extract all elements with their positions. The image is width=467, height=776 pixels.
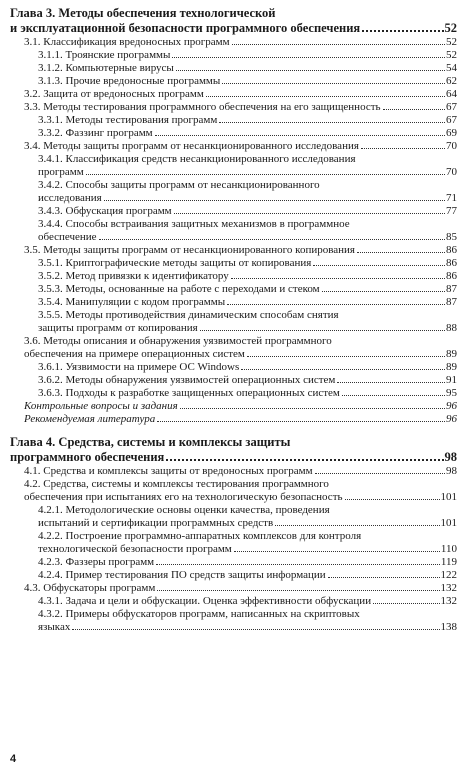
dot-leader — [383, 109, 445, 110]
toc-page-number: 119 — [440, 556, 457, 568]
toc-entry-title-line: 3.4. Методы защиты программ от несанкционированного исследования — [24, 140, 359, 152]
table-of-contents — [10, 6, 457, 634]
toc-entry[interactable] — [10, 556, 457, 569]
toc-entry-title-line: и эксплуатационной безопасности программного обеспечения — [10, 21, 361, 35]
dot-leader — [99, 239, 445, 240]
toc-page-number: 98 — [444, 450, 457, 464]
toc-entry[interactable] — [10, 62, 457, 75]
toc-page-number: 64 — [446, 88, 457, 100]
toc-page-number: 101 — [440, 491, 457, 503]
toc-entry-title-line: 3.5.5. Методы противодействия динамическим способам снятия — [38, 309, 339, 321]
toc-page-number: 70 — [446, 166, 457, 178]
toc-entry-title-line: 3.4.4. Способы встраивания защитных механизмов в программное — [38, 218, 350, 230]
dot-leader — [156, 564, 440, 565]
toc-entry[interactable] — [10, 465, 457, 478]
toc-entry-title-line: 3.6. Методы описания и обнаружения уязвимостей программного — [24, 335, 332, 347]
toc-entry[interactable] — [10, 270, 457, 283]
toc-page-number: 110 — [440, 543, 457, 555]
toc-page-number: 88 — [446, 322, 457, 334]
toc-entry-title-line: языках — [38, 621, 71, 633]
toc-page-number: 62 — [446, 75, 457, 87]
toc-entry[interactable] — [10, 36, 457, 49]
toc-entry-title-line: 4.3.2. Примеры обфускаторов программ, написанных на скриптовых — [38, 608, 360, 620]
toc-entry[interactable] — [10, 88, 457, 101]
toc-entry-title-line: 3.5.3. Методы, основанные на работе с переходами и стеком — [38, 283, 320, 295]
dot-leader — [176, 70, 445, 71]
toc-entry-title-line: 3.5.1. Криптографические методы защиты от копирования — [38, 257, 312, 269]
dot-leader — [157, 421, 445, 422]
toc-page-number: 86 — [446, 244, 457, 256]
toc-entry-title-line: 4.3. Обфускаторы программ — [24, 582, 156, 594]
toc-entry[interactable] — [10, 114, 457, 127]
dot-leader — [328, 577, 440, 578]
toc-entry-title-line: 3.4.1. Классификация средств несанкционированного исследования — [38, 153, 356, 165]
toc-entry[interactable] — [10, 101, 457, 114]
toc-entry-title-line: 4.2.3. Фаззеры программ — [38, 556, 155, 568]
toc-entry[interactable] — [10, 595, 457, 608]
toc-entry-title-line: 3.3.1. Методы тестирования программ — [38, 114, 218, 126]
toc-entry[interactable] — [10, 244, 457, 257]
toc-page-number: 86 — [446, 270, 457, 282]
toc-entry[interactable] — [10, 374, 457, 387]
dot-leader — [227, 304, 445, 305]
toc-entry-title-line: обеспечения при испытаниях его на технологическую безопасность — [24, 491, 343, 503]
toc-entry[interactable] — [10, 283, 457, 296]
toc-entry-title-line: 3.1.2. Компьютерные вирусы — [38, 62, 174, 74]
toc-page-number: 67 — [446, 114, 457, 126]
toc-entry-title-line: 4.3.1. Задача и цели и обфускации. Оценка эффективности обфускации — [38, 595, 372, 607]
toc-entry[interactable] — [10, 413, 457, 426]
toc-entry[interactable] — [10, 49, 457, 62]
toc-entry-title-line: программ — [38, 166, 84, 178]
toc-entry[interactable] — [10, 309, 457, 335]
toc-entry-title-line: 3.5. Методы защиты программ от несанкционированного копирования — [24, 244, 355, 256]
toc-page-number: 77 — [446, 205, 457, 217]
toc-entry[interactable] — [10, 335, 457, 361]
toc-entry-title-line: 3.3. Методы тестирования программного обеспечения на его защищенность — [24, 101, 381, 113]
toc-page-number: 52 — [446, 36, 457, 48]
dot-leader — [155, 135, 445, 136]
dot-leader — [373, 603, 439, 604]
toc-entry[interactable] — [10, 140, 457, 153]
toc-entry-title-line: обеспечение — [38, 231, 97, 243]
dot-leader — [180, 408, 445, 409]
toc-entry-title-line: 3.3.2. Фаззинг программ — [38, 127, 153, 139]
dot-leader — [241, 369, 445, 370]
toc-entry-title-line: 4.2.2. Построение программно-аппаратных комплексов для контроля — [38, 530, 362, 542]
toc-entry[interactable] — [10, 582, 457, 595]
dot-leader — [219, 122, 445, 123]
dot-leader — [357, 252, 445, 253]
dot-leader — [234, 551, 440, 552]
toc-entry-title-line: 3.2. Защита от вредоносных программ — [24, 88, 204, 100]
toc-entry-title-line: 4.2.1. Методологические основы оценки качества, проведения — [38, 504, 330, 516]
toc-page-number: 122 — [440, 569, 457, 581]
toc-entry-title-line: Глава 4. Средства, системы и комплексы защиты — [10, 435, 291, 449]
toc-page-number: 70 — [446, 140, 457, 152]
dot-leader — [247, 356, 445, 357]
toc-entry[interactable] — [10, 504, 457, 530]
toc-entry[interactable] — [10, 75, 457, 88]
dot-leader — [232, 44, 445, 45]
toc-entry-title-line: 3.1. Классификация вредоносных программ — [24, 36, 230, 48]
toc-entry[interactable] — [10, 205, 457, 218]
dot-leader — [104, 200, 445, 201]
toc-chapter[interactable] — [10, 6, 457, 36]
toc-page-number: 89 — [446, 361, 457, 373]
toc-entry-title-line: 4.2.4. Пример тестирования ПО средств защиты информации — [38, 569, 326, 581]
dot-leader — [313, 265, 445, 266]
dot-leader — [166, 459, 443, 461]
toc-entry-title-line: 4.2. Средства, системы и комплексы тестирования программного — [24, 478, 329, 490]
toc-entry-title-line: программного обеспечения — [10, 450, 165, 464]
toc-entry[interactable] — [10, 296, 457, 309]
toc-entry[interactable] — [10, 127, 457, 140]
toc-entry-title-line: Контрольные вопросы и задания — [24, 400, 178, 412]
toc-page-number: 86 — [446, 257, 457, 269]
toc-page-number: 87 — [446, 296, 457, 308]
toc-entry-title-line: технологической безопасности программ — [38, 543, 232, 555]
dot-leader — [322, 291, 445, 292]
toc-entry-title-line: 3.5.2. Метод привязки к идентификатору — [38, 270, 229, 282]
toc-entry-title-line: Глава 3. Методы обеспечения технологической — [10, 6, 276, 20]
toc-entry[interactable] — [10, 361, 457, 374]
toc-entry[interactable] — [10, 400, 457, 413]
toc-entry-title-line: 4.1. Средства и комплексы защиты от вредоносных программ — [24, 465, 313, 477]
dot-leader — [345, 499, 440, 500]
toc-page-number: 95 — [446, 387, 457, 399]
dot-leader — [72, 629, 439, 630]
dot-leader — [231, 278, 445, 279]
toc-page-number: 89 — [446, 348, 457, 360]
toc-page-number: 132 — [440, 595, 457, 607]
toc-entry-title-line: 3.6.3. Подходы к разработке защищенных операционных систем — [38, 387, 340, 399]
toc-page-number: 69 — [446, 127, 457, 139]
toc-entry[interactable] — [10, 387, 457, 400]
dot-leader — [200, 330, 445, 331]
toc-entry-title-line: 3.1.1. Троянские программы — [38, 49, 171, 61]
dot-leader — [174, 213, 445, 214]
toc-entry-title-line: 3.4.3. Обфускация программ — [38, 205, 172, 217]
toc-entry-title-line: защиты программ от копирования — [38, 322, 198, 334]
dot-leader — [362, 30, 443, 32]
toc-entry-title-line: обеспечения на примере операционных систем — [24, 348, 245, 360]
toc-entry[interactable] — [10, 218, 457, 244]
toc-page-number: 71 — [446, 192, 457, 204]
toc-page-number: 98 — [446, 465, 457, 477]
toc-entry[interactable] — [10, 530, 457, 556]
toc-entry[interactable] — [10, 478, 457, 504]
toc-page-number: 87 — [446, 283, 457, 295]
toc-page-number: 54 — [446, 62, 457, 74]
dot-leader — [222, 83, 445, 84]
toc-chapter[interactable] — [10, 435, 457, 465]
toc-page-number: 52 — [444, 21, 457, 35]
toc-entry[interactable] — [10, 153, 457, 179]
toc-page-number: 96 — [446, 400, 457, 412]
chapter-gap — [10, 426, 457, 435]
toc-entry[interactable] — [10, 608, 457, 634]
toc-page-number: 91 — [446, 374, 457, 386]
toc-page-number: 96 — [446, 413, 457, 425]
toc-page-number: 138 — [440, 621, 457, 633]
toc-entry-title-line: 3.6.2. Методы обнаружения уязвимостей операционных систем — [38, 374, 336, 386]
toc-entry-title-line: 3.6.1. Уязвимости на примере ОС Windows — [38, 361, 240, 373]
dot-leader — [361, 148, 445, 149]
dot-leader — [342, 395, 445, 396]
dot-leader — [172, 57, 445, 58]
toc-entry[interactable] — [10, 257, 457, 270]
toc-entry-title-line: 3.5.4. Манипуляции с кодом программы — [38, 296, 226, 308]
toc-page-number: 67 — [446, 101, 457, 113]
dot-leader — [157, 590, 439, 591]
toc-page-number: 85 — [446, 231, 457, 243]
toc-entry-title-line: испытаний и сертификации программных средств — [38, 517, 274, 529]
toc-entry[interactable] — [10, 569, 457, 582]
toc-entry-title-line: исследования — [38, 192, 102, 204]
toc-page-number: 132 — [440, 582, 457, 594]
toc-page-number: 101 — [440, 517, 457, 529]
dot-leader — [206, 96, 445, 97]
page-number: 4 — [10, 753, 17, 765]
toc-entry-title-line: Рекомендуемая литература — [24, 413, 156, 425]
toc-entry-title-line: 3.4.2. Способы защиты программ от несанкционированного — [38, 179, 320, 191]
dot-leader — [337, 382, 445, 383]
dot-leader — [86, 174, 445, 175]
dot-leader — [275, 525, 439, 526]
toc-entry[interactable] — [10, 179, 457, 205]
dot-leader — [315, 473, 445, 474]
toc-entry-title-line: 3.1.3. Прочие вредоносные программы — [38, 75, 221, 87]
toc-page-number: 52 — [446, 49, 457, 61]
